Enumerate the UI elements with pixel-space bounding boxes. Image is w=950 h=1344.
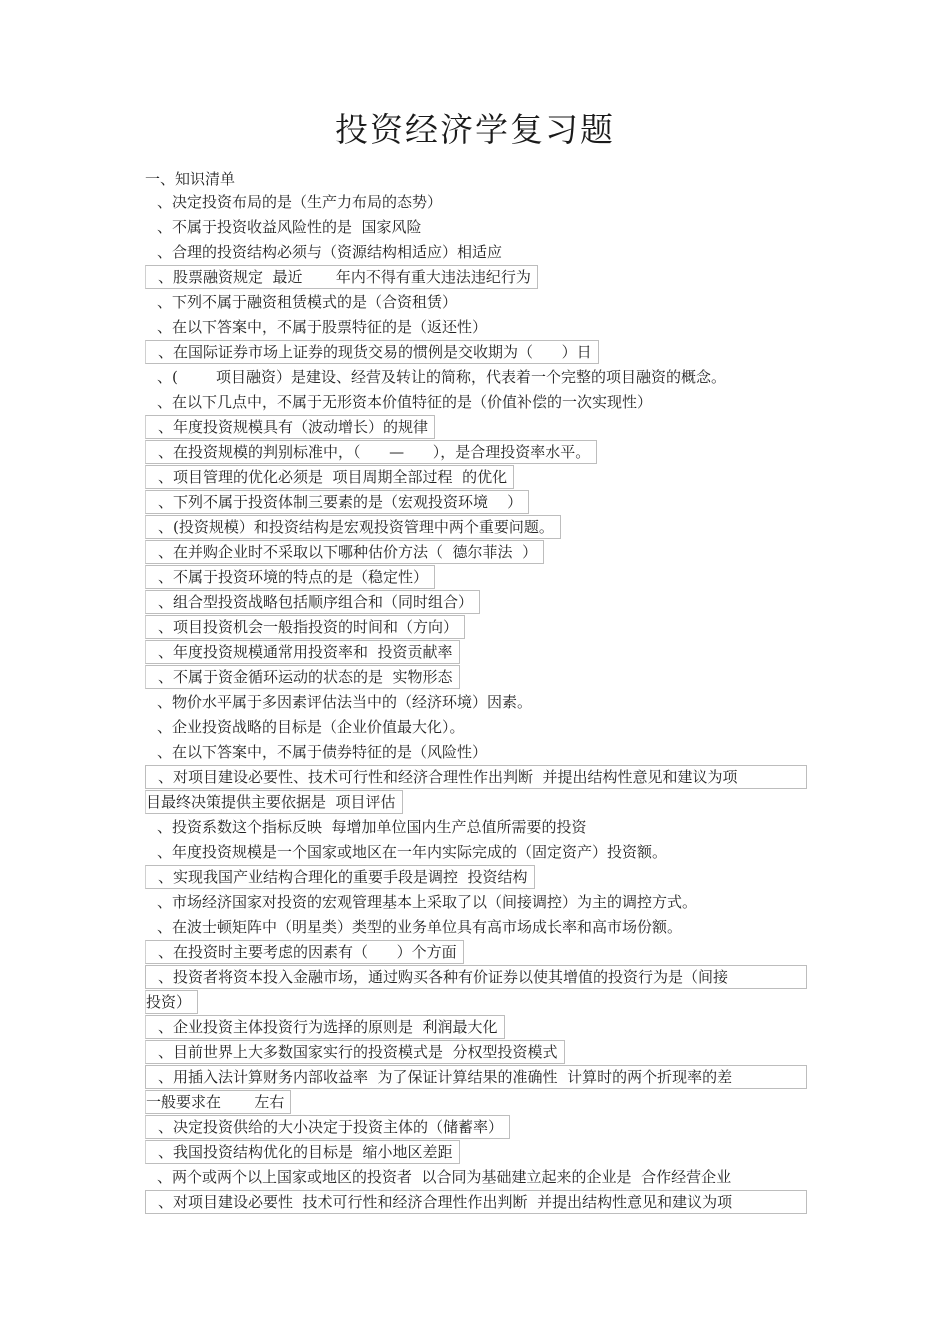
question-line: 、目前世界上大多数国家实行的投资模式是 分权型投资模式: [145, 1040, 810, 1065]
question-line: 、在以下答案中，不属于股票特征的是（返还性）: [157, 318, 488, 336]
question-line: 、年度投资规模具有（波动增长）的规律: [145, 415, 810, 440]
question-line: 、决定投资供给的大小决定于投资主体的（储蓄率）: [145, 1115, 810, 1140]
question-line: 、用插入法计算财务内部收益率 为了保证计算结果的准确性 计算时的两个折现率的差: [145, 1065, 810, 1090]
question-line: 、项目管理的优化必须是 项目周期全部过程 的优化: [145, 465, 810, 490]
question-line: 、实现我国产业结构合理化的重要手段是调控 投资结构: [145, 865, 810, 890]
question-line: 、(投资规模）和投资结构是宏观投资管理中两个重要问题。: [145, 515, 810, 540]
document-title: 投资经济学复习题: [335, 110, 615, 149]
question-line-continued: 目最终决策提供主要依据是 项目评估: [145, 790, 810, 815]
question-line: 、下列不属于融资租赁模式的是（合资租赁）: [157, 293, 458, 311]
question-line: 、市场经济国家对投资的宏观管理基本上采取了以（间接调控）为主的调控方式。: [157, 893, 698, 911]
question-line: 、投资系数这个指标反映 每增加单位国内生产总值所需要的投资: [157, 818, 587, 836]
question-line: 、在国际证券市场上证券的现货交易的惯例是交收期为（ ）日: [145, 340, 810, 365]
question-line: 、物价水平属于多因素评估法当中的（经济环境）因素。: [157, 693, 533, 711]
question-line: 、在波士顿矩阵中（明星类）类型的业务单位具有高市场成长率和高市场份额。: [157, 918, 683, 936]
question-line: 、我国投资结构优化的目标是 缩小地区差距: [145, 1140, 810, 1165]
question-line: 、( 项目融资）是建设、经营及转让的简称，代表着一个完整的项目融资的概念。: [157, 368, 727, 386]
question-line: 、不属于资金循环运动的状态的是 实物形态: [145, 665, 810, 690]
section-heading: 一、知识清单: [145, 170, 236, 188]
question-line: 、不属于投资环境的特点的是（稳定性）: [145, 565, 810, 590]
question-line: 、企业投资主体投资行为选择的原则是 利润最大化: [145, 1015, 810, 1040]
question-line: 、在并购企业时不采取以下哪种估价方法（ 德尔菲法 ）: [145, 540, 810, 565]
question-list: [145, 190, 810, 1215]
question-line: 、投资者将资本投入金融市场，通过购买各种有价证券以使其增值的投资行为是（间接: [145, 965, 810, 990]
question-line: 、对项目建设必要性 技术可行性和经济合理性作出判断 并提出结构性意见和建议为项: [145, 1190, 810, 1215]
question-line: 、下列不属于投资体制三要素的是（宏观投资环境 ）: [145, 490, 810, 515]
question-line: 、在以下答案中，不属于债券特征的是（风险性）: [157, 743, 488, 761]
question-line-continued: 投资）: [145, 990, 810, 1015]
question-line: 、在以下几点中，不属于无形资本价值特征的是（价值补偿的一次实现性）: [157, 393, 653, 411]
question-line: 、组合型投资战略包括顺序组合和（同时组合）: [145, 590, 810, 615]
question-line: 、在投资规模的判别标准中，（ — ），是合理投资率水平。: [145, 440, 810, 465]
question-line: 、项目投资机会一般指投资的时间和（方向）: [145, 615, 810, 640]
question-line: 、对项目建设必要性、技术可行性和经济合理性作出判断 并提出结构性意见和建议为项: [145, 765, 810, 790]
question-line: 、年度投资规模通常用投资率和 投资贡献率: [145, 640, 810, 665]
question-line: 、在投资时主要考虑的因素有（ ）个方面: [145, 940, 810, 965]
question-line: 、决定投资布局的是（生产力布局的态势）: [157, 193, 443, 211]
question-line: 、不属于投资收益风险性的是 国家风险: [157, 218, 422, 236]
question-line: 、企业投资战略的目标是（企业价值最大化）。: [157, 718, 465, 736]
question-line: 、股票融资规定 最近 年内不得有重大违法违纪行为: [145, 265, 810, 290]
question-line: 、年度投资规模是一个国家或地区在一年内实际完成的（固定资产）投资额。: [157, 843, 668, 861]
question-line: 、合理的投资结构必须与（资源结构相适应）相适应: [157, 243, 503, 261]
question-line: 、两个或两个以上国家或地区的投资者 以合同为基础建立起来的企业是 合作经营企业: [157, 1168, 732, 1186]
question-line-continued: 一般要求在 左右: [145, 1090, 810, 1115]
